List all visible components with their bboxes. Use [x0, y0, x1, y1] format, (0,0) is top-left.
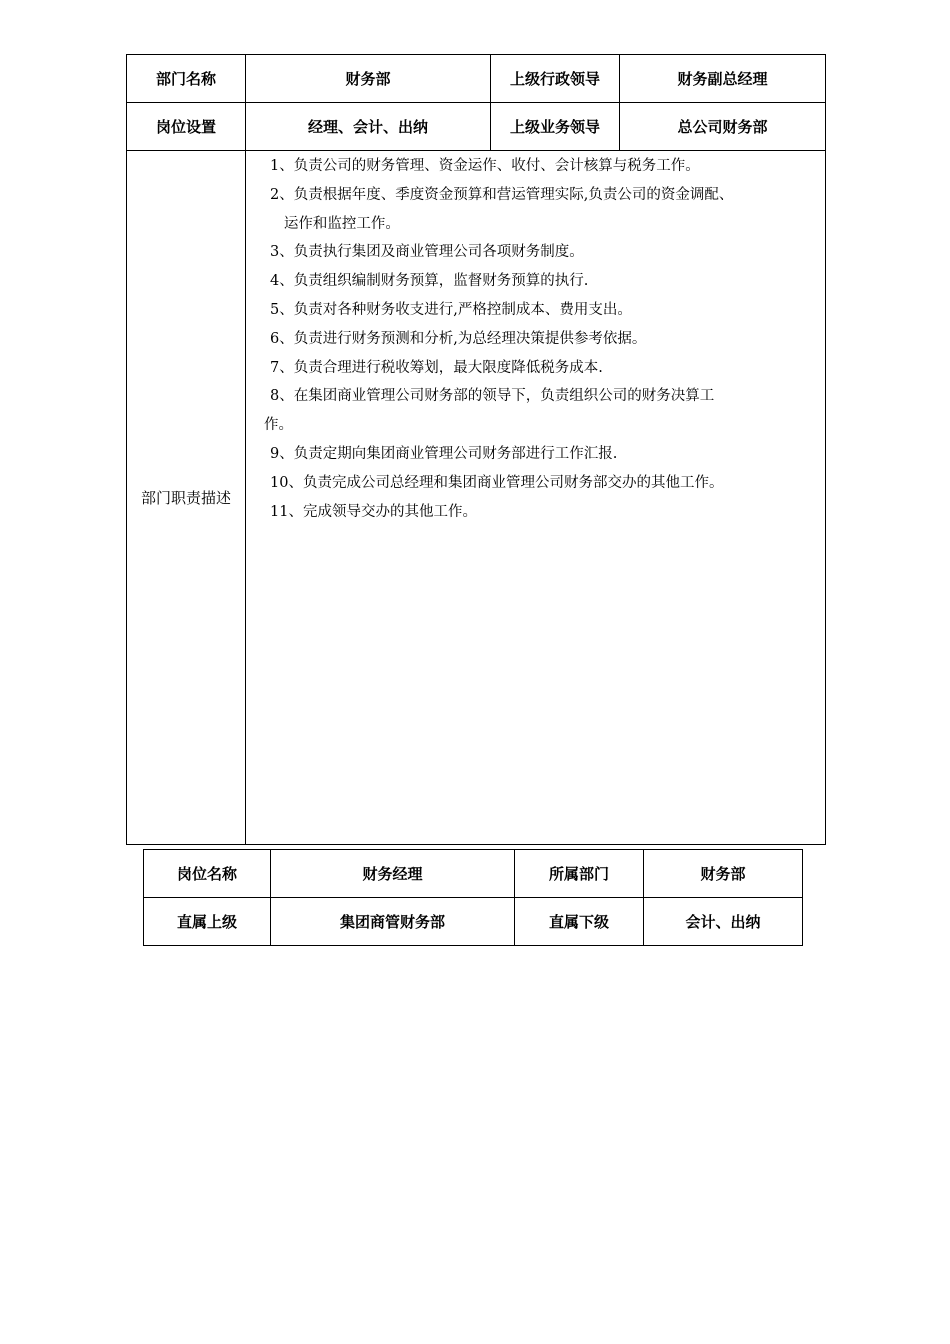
duty-line: 6、负责进行财务预测和分析,为总经理决策提供参考依据。	[270, 330, 647, 347]
duty-line: 5、负责对各种财务收支进行,严格控制成本、费用支出。	[270, 301, 632, 318]
duty-line: 运作和监控工作。	[270, 215, 400, 232]
duty-line: 4、负责组织编制财务预算，监督财务预算的执行.	[270, 273, 589, 290]
positions-value: 经理、会计、出纳	[246, 103, 491, 151]
duty-line: 8、在集团商业管理公司财务部的领导下，负责组织公司的财务决算工	[270, 388, 715, 405]
dept-name-label: 部门名称	[127, 55, 246, 103]
job-dept-label: 所属部门	[515, 850, 644, 898]
superior-value: 集团商管财务部	[271, 898, 515, 946]
job-title-label: 岗位名称	[144, 850, 271, 898]
job-row-superior	[144, 898, 803, 946]
business-leader-label: 上级业务领导	[491, 103, 620, 151]
duty-line: 9、负责定期向集团商业管理公司财务部进行工作汇报.	[270, 445, 618, 462]
job-dept-value: 财务部	[644, 850, 803, 898]
subordinate-value: 会计、出纳	[644, 898, 803, 946]
admin-leader-value: 财务副总经理	[620, 55, 826, 103]
subordinate-label: 直属下级	[515, 898, 644, 946]
dept-row-positions	[127, 103, 826, 151]
positions-label: 岗位设置	[127, 103, 246, 151]
job-table	[143, 849, 803, 946]
job-row-title	[144, 850, 803, 898]
duties-list	[246, 151, 825, 526]
admin-leader-label: 上级行政领导	[491, 55, 620, 103]
duty-line: 3、负责执行集团及商业管理公司各项财务制度。	[270, 244, 584, 261]
department-table	[126, 54, 826, 845]
duties-cell	[246, 151, 826, 845]
superior-label: 直属上级	[144, 898, 271, 946]
duty-line: 作。	[264, 417, 293, 434]
dept-name-value: 财务部	[246, 55, 491, 103]
duty-line: 11、完成领导交办的其他工作。	[270, 503, 477, 520]
business-leader-value: 总公司财务部	[620, 103, 826, 151]
dept-row-duties	[127, 151, 826, 845]
duties-label: 部门职责描述	[127, 151, 246, 845]
duty-line: 10、负责完成公司总经理和集团商业管理公司财务部交办的其他工作。	[270, 474, 724, 491]
duty-line: 2、负责根据年度、季度资金预算和营运管理实际,负责公司的资金调配、	[270, 186, 734, 203]
job-title-value: 财务经理	[271, 850, 515, 898]
dept-row-name	[127, 55, 826, 103]
duty-line: 1、负责公司的财务管理、资金运作、收付、会计核算与税务工作。	[270, 158, 700, 174]
duty-line: 7、负责合理进行税收筹划，最大限度降低税务成本.	[270, 359, 603, 376]
